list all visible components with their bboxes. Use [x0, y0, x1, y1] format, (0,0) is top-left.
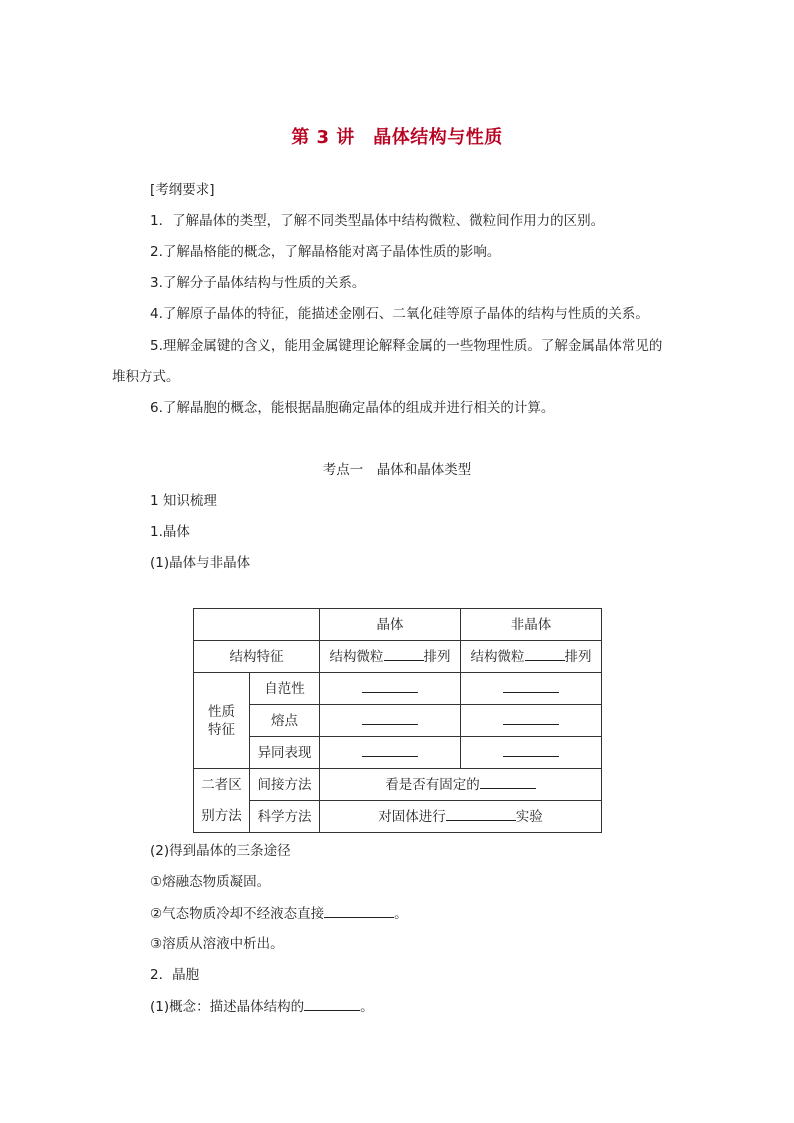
- crystal-heading: 1.晶体: [150, 524, 190, 540]
- unit-cell-concept: [150, 997, 374, 1016]
- knowledge-review-heading: 1 知识梳理: [150, 493, 217, 509]
- unit-cell-heading: 2．晶胞: [150, 967, 200, 983]
- prop-melting-point-label: 熔点: [250, 705, 320, 737]
- blank-line: [525, 648, 565, 661]
- table-corner-cell: [194, 609, 320, 641]
- table-row: [194, 609, 602, 641]
- crystal-comparison-table: [193, 608, 602, 833]
- way-1: ①熔融态物质凝固。: [150, 874, 271, 890]
- lesson-title: 第 3 讲 晶体结构与性质: [291, 127, 503, 148]
- requirement-item-3: 3.了解分子晶体结构与性质的关系。: [150, 275, 366, 291]
- blank-cell: [461, 673, 602, 705]
- structure-suffix: 排列: [423, 648, 451, 665]
- table-row: [194, 641, 602, 673]
- method-scientific-label: 科学方法: [250, 801, 320, 833]
- table-row: [194, 673, 602, 705]
- group-properties-label: 性质特征: [194, 673, 250, 769]
- header-crystal: 晶体: [320, 609, 461, 641]
- blank-line: [503, 712, 559, 725]
- blank-cell: [320, 737, 461, 769]
- requirement-item-1: 1．了解晶体的类型，了解不同类型晶体中结构微粒、微粒间作用力的区别。: [150, 213, 605, 229]
- concept-prefix: (1)概念：描述晶体结构的: [150, 999, 305, 1015]
- section-heading: 考点一 晶体和晶体类型: [322, 462, 472, 478]
- blank-line: [503, 744, 559, 757]
- concept-suffix: 。: [360, 999, 374, 1015]
- header-amorphous: 非晶体: [461, 609, 602, 641]
- blank-line: [362, 744, 418, 757]
- requirement-item-6: 6.了解晶胞的概念，能根据晶胞确定晶体的组成并进行相关的计算。: [150, 400, 555, 416]
- blank-cell: [461, 737, 602, 769]
- blank-line: [480, 776, 536, 789]
- row-structure-label: 结构特征: [194, 641, 320, 673]
- requirement-item-2: 2.了解晶格能的概念，了解晶格能对离子晶体性质的影响。: [150, 244, 501, 260]
- blank-line: [304, 997, 360, 1011]
- way-2: [150, 904, 408, 923]
- structure-suffix: 排列: [564, 648, 592, 665]
- requirement-item-5-cont: 堆积方式。: [112, 369, 180, 385]
- blank-line: [503, 680, 559, 693]
- blank-line: [362, 712, 418, 725]
- table-row: [194, 769, 602, 801]
- way-2-suffix: 。: [394, 906, 408, 922]
- blank-cell: [461, 705, 602, 737]
- blank-line: [384, 648, 424, 661]
- blank-line: [362, 680, 418, 693]
- three-ways-heading: (2)得到晶体的三条途径: [150, 843, 291, 859]
- group-methods-label: 二者区别方法: [194, 769, 250, 833]
- blank-cell: [320, 673, 461, 705]
- crystal-vs-amorphous-heading: (1)晶体与非晶体: [150, 555, 251, 571]
- prop-self-shaping-label: 自范性: [250, 673, 320, 705]
- method-scientific-cell: [320, 801, 602, 833]
- requirement-item-4: 4.了解原子晶体的特征，能描述金刚石、二氧化硅等原子晶体的结构与性质的关系。: [150, 306, 649, 322]
- table-row: [194, 801, 602, 833]
- structure-amorphous-cell: [461, 641, 602, 673]
- requirement-item-5: 5.理解金属键的含义，能用金属键理论解释金属的一些物理性质。了解金属晶体常见的: [150, 338, 663, 354]
- blank-cell: [320, 705, 461, 737]
- way-2-prefix: ②气态物质冷却不经液态直接: [150, 906, 325, 922]
- requirements-heading: [考纲要求]: [150, 182, 215, 198]
- structure-prefix: 结构微粒: [329, 648, 384, 665]
- blank-line: [324, 904, 394, 918]
- table-row: [194, 737, 602, 769]
- blank-line: [446, 808, 516, 821]
- structure-crystal-cell: [320, 641, 461, 673]
- method-indirect-cell: [320, 769, 602, 801]
- way-3: ③溶质从溶液中析出。: [150, 936, 284, 952]
- prop-anisotropy-label: 异同表现: [250, 737, 320, 769]
- structure-prefix: 结构微粒: [470, 648, 525, 665]
- method-scientific-suffix: 实验: [515, 808, 543, 825]
- method-indirect-label: 间接方法: [250, 769, 320, 801]
- method-scientific-prefix: 对固体进行: [378, 808, 446, 825]
- method-indirect-text: 看是否有固定的: [385, 776, 480, 793]
- table-row: [194, 705, 602, 737]
